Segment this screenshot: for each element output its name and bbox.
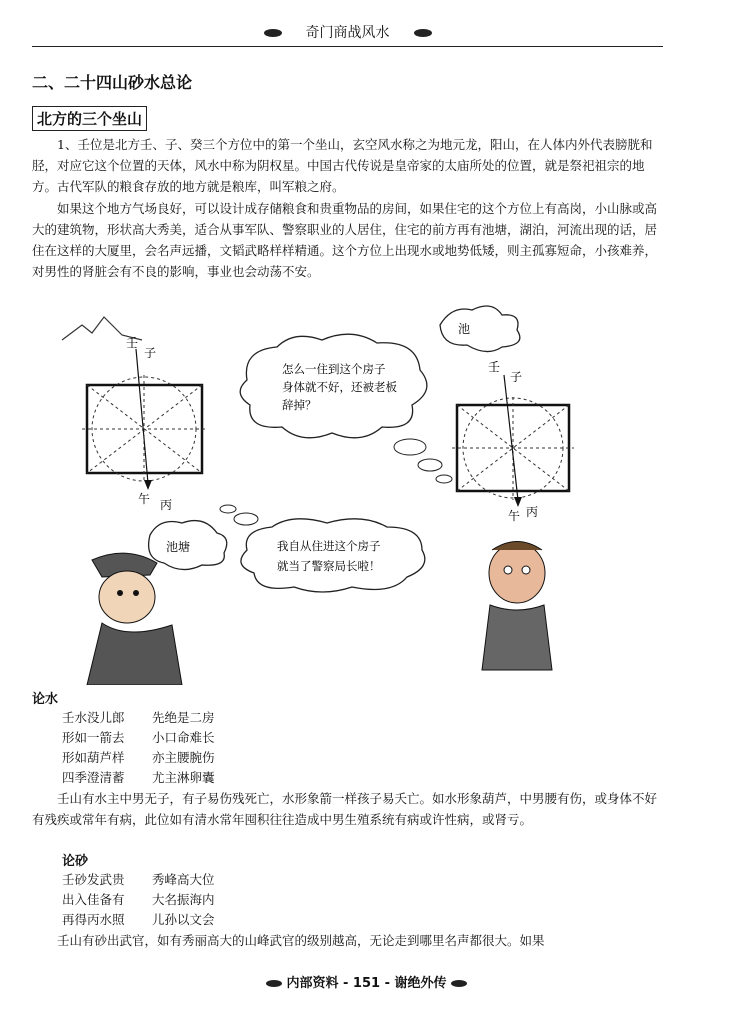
- verse-line: 形如一箭去 小口命难长: [62, 730, 215, 745]
- running-header: [32, 22, 663, 48]
- ornament-icon: [451, 980, 467, 987]
- pond-label: 池: [458, 322, 471, 336]
- compass-label: 丙: [160, 498, 173, 512]
- section-title: 二、二十四山砂水总论: [32, 73, 193, 92]
- pond-shape: [440, 306, 520, 352]
- businessman-illustration: [482, 542, 552, 671]
- bubble-line: 身体就不好，还被老板: [282, 380, 397, 394]
- police-officer-illustration: [87, 553, 182, 685]
- compass-label: 午: [138, 492, 151, 506]
- header-rule: [32, 46, 663, 47]
- verse-line: 壬砂发武贵 秀峰高大位: [62, 872, 215, 887]
- bubble-line: 就当了警察局长啦！: [277, 559, 381, 573]
- verse-line: 壬水没儿郎 先绝是二房: [62, 710, 215, 725]
- compass-label: 丙: [526, 505, 539, 519]
- verse-line: 再得丙水照 儿孙以文会: [62, 912, 215, 927]
- water-label: 论水: [32, 692, 59, 707]
- footer-left: 内部资料: [286, 976, 339, 991]
- illustration: [32, 305, 672, 685]
- page-footer: [0, 972, 733, 991]
- footer-right: 谢绝外传: [394, 976, 447, 991]
- header-title: 奇门商战风水: [305, 25, 390, 41]
- paragraph: 如果这个地方气场良好，可以设计成存储粮食和贵重物品的房间，如果住宅的这个方位上有高岗，小山脉或高大的建筑物，形状高大秀美，适合从事军队、警察职业的人居住，住宅的前方再有池塘，湖泊，河流出现的话，居住在这样的大厦里，会名声远播，文韬武略样样精通。这个方位上出现水或地势低矮，则主孤寡短命，小孩难养，对男性的肾脏会有不良的影响，事业也会动荡不安。: [32, 201, 658, 279]
- compass-label: 壬: [126, 336, 139, 350]
- paragraph: 1、壬位是北方壬、子、癸三个方位中的第一个坐山，玄空风水称之为地元龙，阳山，在人体内外代表膀胱和胫，对应它这个位置的天体，风水中称为阴权星。中国古代传说是皇帝家的太庙所处的位置，就是祭祀祖宗的地方。古代军队的粮食存放的地方就是粮库，叫军粮之府。: [32, 137, 653, 194]
- sand-label: 论砂: [62, 854, 89, 869]
- ornament-icon: [266, 980, 282, 987]
- verse-line: 形如葫芦样 亦主腰腕伤: [62, 750, 215, 765]
- paragraph: 壬山有水主中男无子，有子易伤残死亡，水形象箭一样孩子易夭亡。如水形象葫芦，中男腰有伤，或身体不好有残疾或常年有病，此位如有清水常年囤积往往造成中男生殖系统有病或许性病，或肾亏。: [32, 791, 658, 827]
- paragraph: 壬山有砂出武官，如有秀丽高大的山峰武官的级别越高，无论走到哪里名声都很大。如果: [57, 933, 545, 948]
- page-number: - 151 -: [343, 976, 390, 991]
- compass-label: 子: [510, 370, 523, 384]
- left-compass: [82, 349, 207, 490]
- compass-label: 午: [508, 509, 521, 523]
- ornament-icon: [414, 29, 432, 37]
- subsection-title: 北方的三个坐山: [32, 106, 147, 131]
- compass-label: 子: [144, 346, 157, 360]
- compass-label: 壬: [488, 360, 501, 374]
- bubble-line: 怎么一住到这个房子: [282, 362, 386, 376]
- verse-line: 出入佳备有 大名振海内: [62, 892, 215, 907]
- bubble-line: 辞掉？: [282, 398, 317, 412]
- verse-line: 四季澄清蓄 尤主淋卵囊: [62, 770, 215, 785]
- pond-label: 池塘: [166, 540, 191, 554]
- speech-bubble: [241, 519, 425, 592]
- right-compass: [452, 375, 574, 507]
- ornament-icon: [264, 29, 282, 37]
- bubble-line: 我自从住进这个房子: [277, 539, 381, 553]
